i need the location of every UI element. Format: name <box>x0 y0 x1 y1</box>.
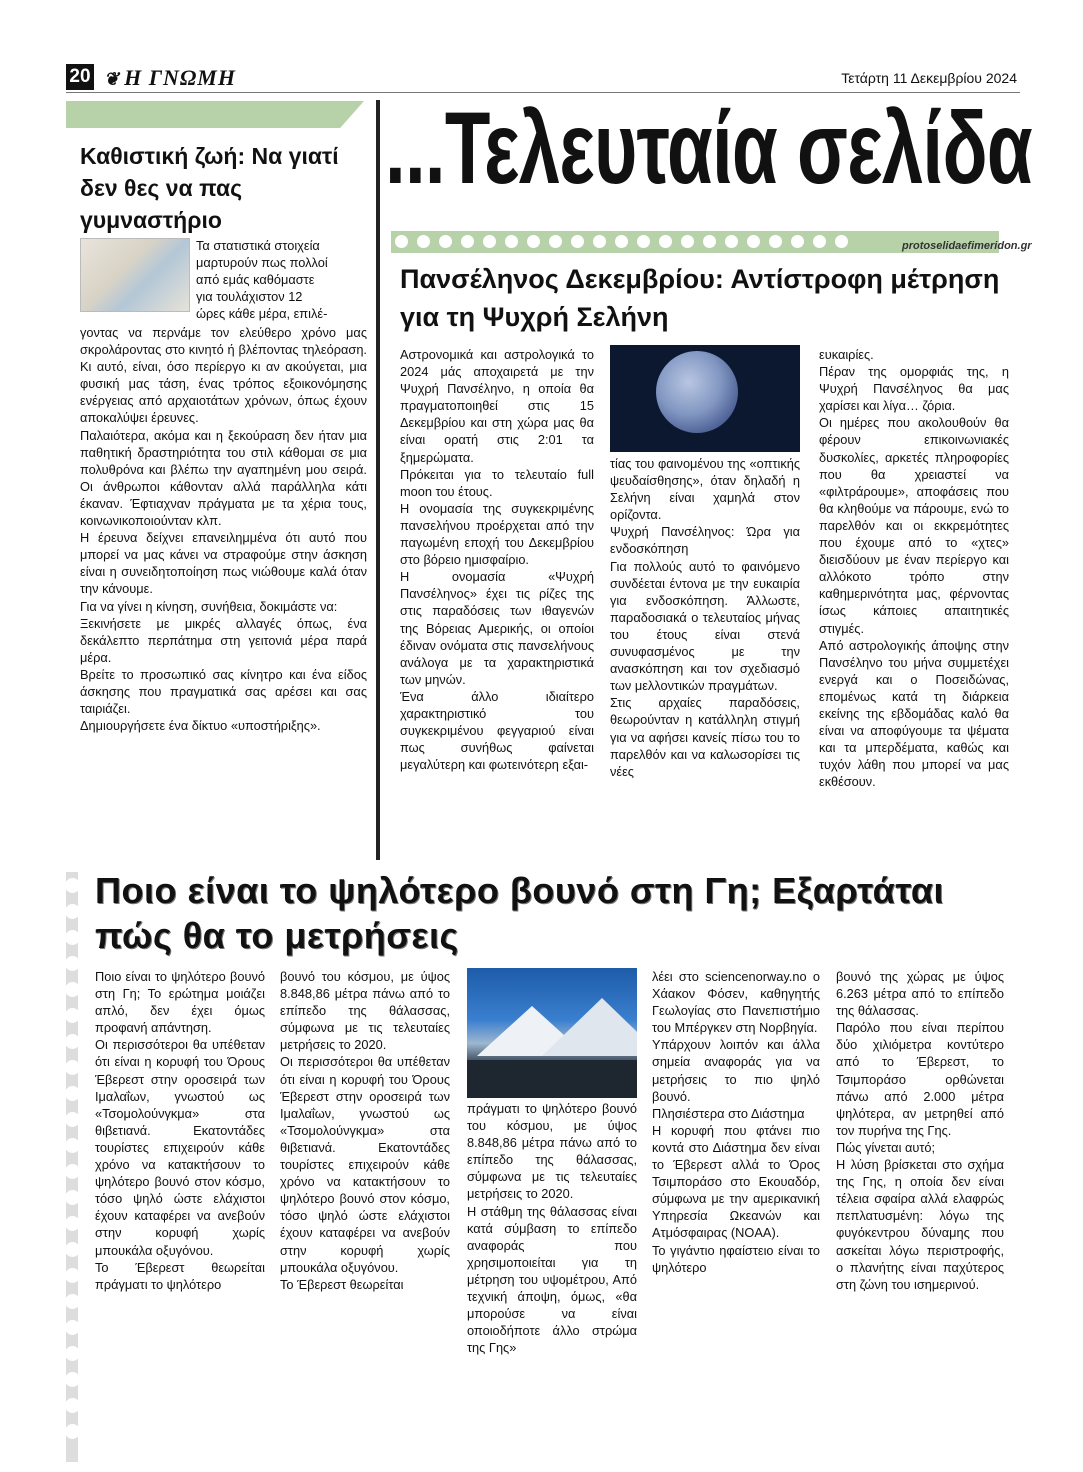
column-divider <box>376 100 380 860</box>
paragraph: γοντας να περνάμε τον ελεύθερο χρόνο μας σκρολάροντας στο κινητό ή βλέποντας τηλεόραση. Κι αυτό, είναι, όσο περίεργο κι αν ακούγεται, μια φυσική μας τάση, ένας τρόπος εξοικονόμησης ενέργειας από αρχαιοτάτων χρόνων, όπως έχουν αποκαλύψει έρευνες. <box>80 325 367 426</box>
page-number: 20 <box>66 64 94 90</box>
moon-col-2 <box>610 455 800 780</box>
paragraph: Παρόλο που είναι περίπου δύο χιλιόμετρα κοντύτερο από το Έβερεστ, το Τσιμποράσο ορθώνεται πάνω από 2.000 μέτρα ψηλότερα, αν μετρηθεί από τον πυρήνα της Γης. <box>836 1020 1004 1138</box>
paragraph: Πέραν της ομορφιάς της, η Ψυχρή Πανσέληνος θα μας χαρίσει και λίγα… ζόρια. <box>819 364 1009 414</box>
paragraph: Για πολλούς αυτό το φαινόμενο συνδέεται έντονα με την ευκαιρία για ενδοσκόπηση. Άλλωστε, παραδοσιακά ο τελευταίος μήνας του έτους είναι στενά συνυφασμένος με την ανασκόπηση και τον σχεδιασμό των μελλοντικών πραγμάτων. <box>610 558 800 694</box>
paragraph: Η κορυφή που φτάνει πιο κοντά στο Διάστημα δεν είναι το Έβερεστ αλλά το Όρος Τσιμποράσο στο Εκουαδόρ, σύμφωνα με την αμερικανική Υπηρεσία Ωκεανών και Ατμόσφαιρας (NOAA). <box>652 1122 820 1241</box>
moon-col-1 <box>400 346 594 773</box>
mountain-col-3 <box>467 1100 637 1356</box>
intro-line: για τουλάχιστον 12 <box>196 289 303 305</box>
paragraph: Παλαιότερα, ακόμα και η ξεκούραση δεν ήταν μια παθητική δραστηριότητα του στιλ κάθομαι σε μια πολυθρόνα και βλέπω την αγαπημένη μου σειρά. Οι άνθρωποι κάθονταν αλλά παράλληλα κάτι έκαναν. Έφτιαχναν πράγματα με τα χέρια τους, κοινωνικοποιούνταν κλπ. <box>80 427 367 529</box>
paragraph: Από αστρολογικής άποψης στην Πανσέληνο του μήνα συμμετέχει ενεργά και ο Ποσειδώνας, επομένως κατά τη διάρκεια εκείνης της εβδομάδας καλό θα είναι να αποφύγουμε τα ψέματα και τα μπερδέματα, καθώς και τυχόν λάθη που μπορεί να μας εκθέσουν. <box>819 637 1009 790</box>
paragraph: Ποιο είναι το ψηλότερο βουνό στη Γη; Το ερώτημα μοιάζει απλό, δεν έχει όμως προφανή απάντηση. <box>95 969 265 1036</box>
intro-line: μαρτυρούν πως πολλοί <box>196 255 328 271</box>
intro-line: Τα στατιστικά στοιχεία <box>196 238 320 253</box>
paragraph: Ένα άλλο ιδιαίτερο χαρακτηριστικό του συγκεκριμένου φεγγαριού είναι πως συνήθως φαίνεται μεγαλύτερη και φωτεινότερη εξαι- <box>400 688 594 773</box>
green-banner <box>66 101 364 128</box>
mountain-article-headline: Ποιο είναι το ψηλότερο βουνό στη Γη; Εξαρτάται πώς θα το μετρήσεις <box>95 870 945 956</box>
left-article-intro <box>196 237 367 322</box>
paragraph: Βρείτε το προσωπικό σας κίνητρο και ένα είδος άσκησης που πραγματικά σας αρέσει και σας ταιριάζει. <box>80 666 367 717</box>
sofa-photo <box>80 238 190 312</box>
paragraph: πράγματι το ψηλότερο βουνό του κόσμου, με ύψος 8.848,86 μέτρα πάνω από το επίπεδο της θάλασσας, σύμφωνα με τις τελευταίες μετρήσεις το 2020. <box>467 1101 637 1202</box>
paragraph: λέει στο sciencenorway.no ο Χάακον Φόσεν, καθηγητής Γεωλογίας στο Πανεπιστήμιο του Μπέργκεν στη Νορβηγία. <box>652 969 820 1036</box>
mountain-photo <box>467 968 637 1098</box>
paragraph: Δημιουργήσετε ένα δίκτυο «υποστήριξης». <box>80 718 321 734</box>
mountain-col-4 <box>652 968 820 1276</box>
paragraph: ευκαιρίες. <box>819 347 874 362</box>
issue-date: Τετάρτη 11 Δεκεμβρίου 2024 <box>841 70 1017 86</box>
moon-article-headline: Πανσέληνος Δεκεμβρίου: Αντίστροφη μέτρηση για τη Ψυχρή Σελήνη <box>400 264 1000 332</box>
paragraph: Στις αρχαίες παραδόσεις, θεωρούνταν η κατάλληλη στιγμή για να αφήσει κανείς πίσω του το παρελθόν και να καλωσορίσει τις νέες <box>610 695 800 779</box>
bird-icon: ❦ <box>104 69 121 89</box>
paragraph: Το γιγάντιο ηφαίστειο είναι το ψηλότερο <box>652 1242 820 1275</box>
paragraph: Για να γίνει η κίνηση, συνήθεια, δοκιμάστε να: <box>80 598 338 614</box>
paragraph: βουνό της χώρας με ύψος 6.263 μέτρα από το επίπεδο της θάλασσας. <box>836 969 1004 1019</box>
mountain-col-5 <box>836 968 1004 1293</box>
paragraph: Αστρονομικά και αστρολογικά το 2024 μάς αποχαιρετά με την Ψυχρή Πανσέληνο, η οποία θα πραγματοποιηθεί στις 15 Δεκεμβρίου και στη χώρα μας θα είναι ορατή στις 2:01 τα ξημερώματα. <box>400 347 594 465</box>
paragraph: Το Έβερεστ θεωρείται πράγματι το ψηλότερο <box>95 1259 265 1292</box>
section-title: ...Τελευταία σελίδα <box>385 91 1032 205</box>
paragraph: Η στάθμη της θάλασσας είναι κατά σύμβαση το επίπεδο αναφοράς που χρησιμοποιείται για τη μέτρηση του υψομέτρου, Από τεχνική άποψη, όμως, «θα μπορούσε να είναι οποιοδήποτε άλλο στρώμα της Γης» <box>467 1203 637 1356</box>
newspaper-logo <box>104 64 254 92</box>
left-article-headline: Καθιστική ζωή: Να γιατί δεν θες να πας γυμναστήριο <box>80 143 339 233</box>
paragraph: Οι περισσότεροι θα υπέθεταν ότι είναι η κορυφή του Όρους Έβερεστ στην οροσειρά των Ιμαλαΐων, γνωστού ως «Τσομολούνγκμα» στα θιβετιανά. Εκατοντάδες τουρίστες επιχειρούν κάθε χρόνο να κατακτήσουν το ψηλότερο βουνό στον κόσμο, τόσο ψηλό ώστε ελάχιστοι έχουν καταφέρει να ανεβούν στην κορυφή χωρίς μπουκάλα οξυγόνου. <box>280 1054 450 1275</box>
subheading: Πώς γίνεται αυτό; <box>836 1139 936 1155</box>
paragraph: Πρόκειται για το τελευταίο full moon του έτους. <box>400 466 594 499</box>
paragraph: Η λύση βρίσκεται στο σχήμα της Γης, η οποία δεν είναι τέλεια σφαίρα αλλά ελαφρώς πεπλατυσμένη: λόγω της φυγόκεντρου δύναμης που ασκείται λόγω περιστροφής, ο πλανήτης είναι παχύτερος στη ζώνη του ισημερινού. <box>836 1157 1004 1292</box>
paragraph: Οι ημέρες που ακολουθούν θα φέρουν επικοινωνιακές δυσκολίες, αρκετές πληροφορίες που θα χρειαστεί να «φιλτράρουμε», αποφάσεις που θα κληθούμε να πάρουμε, ενώ το παρελθόν και οι εκκρεμότητες που έχουμε από το «χτες» διεισδύουν με έναν περίεργο και αλλόκοτο τρόπο στην καθημερινότητα μας, φέρνοντας ίσως κάποιες απαιτητικές στιγμές. <box>819 415 1009 636</box>
grey-dot-strip <box>66 872 78 1462</box>
mountain-col-2 <box>280 968 450 1293</box>
subheading: Πλησιέστερα στο Διάστημα <box>652 1105 805 1121</box>
paragraph: Οι περισσότεροι θα υπέθεταν ότι είναι η κορυφή του Όρους Έβερεστ στην οροσειρά των Ιμαλαΐων, γνωστού ως «Τσομολούνγκμα» στα θιβετιανά. Εκατοντάδες τουρίστες επιχειρούν κάθε χρόνο να κατακτήσουν το ψηλότερο βουνό στον κόσμο, τόσο ψηλό ώστε ελάχιστοι έχουν καταφέρει να ανεβούν στην κορυφή χωρίς μπουκάλα οξυγόνου. <box>95 1037 265 1258</box>
moon-photo <box>610 345 800 452</box>
paragraph: βουνό του κόσμου, με ύψος 8.848,86 μέτρα πάνω από το επίπεδο της θάλασσας, σύμφωνα με τις τελευταίες μετρήσεις το 2020. <box>280 969 450 1053</box>
logo-text: Η ΓΝΩΜΗ <box>124 65 236 90</box>
source-credit: protoselidaefimeridon.gr <box>902 240 1032 252</box>
paragraph: Ξεκινήσετε με μικρές αλλαγές όπως, ένα δεκάλεπτο περπάτημα στη γειτονιά μέρα παρά μέρα. <box>80 615 367 665</box>
paragraph: Η έρευνα δείχνει επανειλημμένα ότι αυτό που μπορεί να μας κάνει να στραφούμε στην άσκηση είναι η συνειδητοποίηση πως νιώθουμε καλά όταν την κάνουμε. <box>80 530 367 597</box>
subheading: Ψυχρή Πανσέληνος: Ώρα για ενδοσκόπηση <box>610 524 800 557</box>
left-article-body <box>80 324 367 734</box>
paragraph: Η ονομασία της συγκεκριμένης πανσελήνου προέρχεται από την παγωμένη εποχή του Δεκεμβρίου στο βόρειο ημισφαίριο. <box>400 500 594 568</box>
moon-col-3 <box>819 346 1009 790</box>
paragraph: Η ονομασία «Ψυχρή Πανσέληνος» έχει τις ρίζες της στις παραδόσεις των ιθαγενών της Βόρειας Αμερικής, οι οποίοι έδιναν ονόματα στις πανσελήνους ανάλογα με τα χαρακτηριστικά των μηνών. <box>400 569 594 687</box>
paragraph: τίας του φαινομένου της «οπτικής ψευδαίσθησης», όταν δηλαδή η Σελήνη είναι χαμηλά στον ορίζοντα. <box>610 456 800 523</box>
paragraph: Υπάρχουν λοιπόν και άλλα σημεία αναφοράς για να μετρήσεις το πιο ψηλό βουνό. <box>652 1037 820 1104</box>
intro-line: ώρες κάθε μέρα, επιλέ- <box>196 306 328 322</box>
paragraph: Το Έβερεστ θεωρείται <box>280 1276 404 1292</box>
intro-line: από εμάς καθόμαστε <box>196 272 315 288</box>
mountain-col-1 <box>95 968 265 1293</box>
